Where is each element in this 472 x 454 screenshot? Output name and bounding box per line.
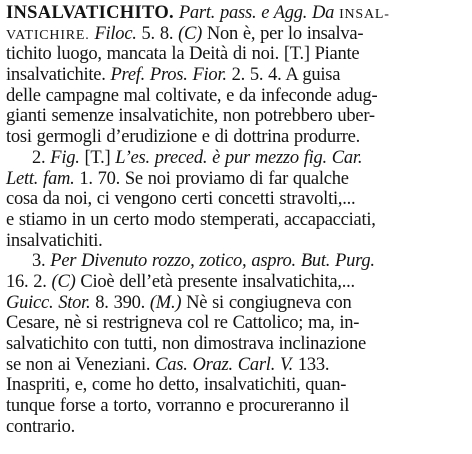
small-caps-text: VATICHIRE. (6, 27, 90, 43)
italic-text: Guicc. Stor. (6, 291, 91, 313)
text-run: tosi germogli d’erudizione e di dottrina produrre. (6, 126, 361, 148)
entry-line (6, 106, 468, 127)
entry-line (6, 3, 468, 24)
entry-line (6, 355, 468, 376)
text-run: cosa da noi, ci vengono certi concetti stravolti,... (6, 188, 356, 210)
text-run: 133. (293, 353, 330, 375)
text-run: 3. (32, 250, 51, 272)
entry-line (6, 375, 468, 396)
italic-text: (C) (51, 270, 76, 292)
text-run: [T.] (79, 146, 116, 168)
text-run: gianti semenze insalvatichite, non potrebbero uber- (6, 105, 375, 127)
text-run: e stiamo in un certo modo stemperati, accapacciati, (6, 208, 376, 230)
entry-line (6, 231, 468, 252)
italic-text: Filoc. (89, 22, 137, 44)
text-run: tunque forse a torto, vorranno e procureranno il (6, 395, 350, 417)
text-run: 8. 390. (90, 291, 150, 313)
text-run: delle campagne mal coltivate, e da infeconde adug- (6, 84, 378, 106)
entry-line (6, 396, 468, 417)
text-run: 2. 5. 4. A guisa (226, 64, 341, 86)
entry-line (6, 189, 468, 210)
entry-line (6, 313, 468, 334)
text-run: 16. 2. (6, 270, 52, 292)
entry-line (6, 148, 468, 169)
entry-line (6, 334, 468, 355)
italic-text: (C) (178, 22, 203, 44)
italic-text: Lett. fam. (6, 167, 75, 189)
italic-text: Pref. Pros. Fior. (110, 64, 227, 86)
headword: INSALVATICHITO. (6, 2, 174, 23)
entry-line (6, 272, 468, 293)
entry-line (6, 251, 468, 272)
entry-line (6, 127, 468, 148)
entry-line (6, 417, 468, 438)
text-run: insalvatichiti. (6, 229, 103, 251)
italic-text: (M.) (149, 291, 182, 313)
text-run: Non è, per lo insalva- (202, 22, 364, 44)
text-run: Cioè dell’età presente insalvatichita,... (75, 270, 355, 292)
italic-text: Per Divenuto rozzo, zotico, aspro. But. Purg. (50, 250, 375, 272)
entry-line (6, 210, 468, 231)
entry-line (6, 293, 468, 314)
text-run: tichito luogo, mancata la Deità di noi. [T.] Piante (6, 43, 360, 65)
text-run: 5. 8. (136, 22, 179, 44)
small-caps-text: INSAL- (339, 7, 390, 22)
text-run: 1. 70. Se noi proviamo di far qualche (74, 167, 349, 189)
text-run: contrario. (6, 415, 75, 437)
text-run: 2. (32, 146, 51, 168)
text-run: insalvatichite. (6, 64, 111, 86)
entry-line (6, 86, 468, 107)
entry-line (6, 169, 468, 190)
dictionary-entry (6, 3, 468, 437)
entry-line (6, 24, 468, 45)
text-run: Cesare, nè si restrigneva col re Cattolico; ma, in- (6, 312, 360, 334)
entry-line (6, 65, 468, 86)
entry-line (6, 44, 468, 65)
text-run: se non ai Veneziani. (6, 353, 156, 375)
italic-text: L’es. preced. è pur mezzo fig. Car. (115, 146, 363, 168)
text-run: Nè si congiugneva con (181, 291, 352, 313)
text-run: Inaspriti, e, come ho detto, insalvatichiti, quan- (6, 374, 347, 396)
text-run: salvatichito con tutti, non dimostrava inclinazione (6, 333, 366, 354)
italic-text: Fig. (50, 146, 80, 168)
italic-text: Part. pass. e Agg. Da (173, 2, 340, 23)
italic-text: Cas. Oraz. Carl. V. (155, 353, 294, 375)
